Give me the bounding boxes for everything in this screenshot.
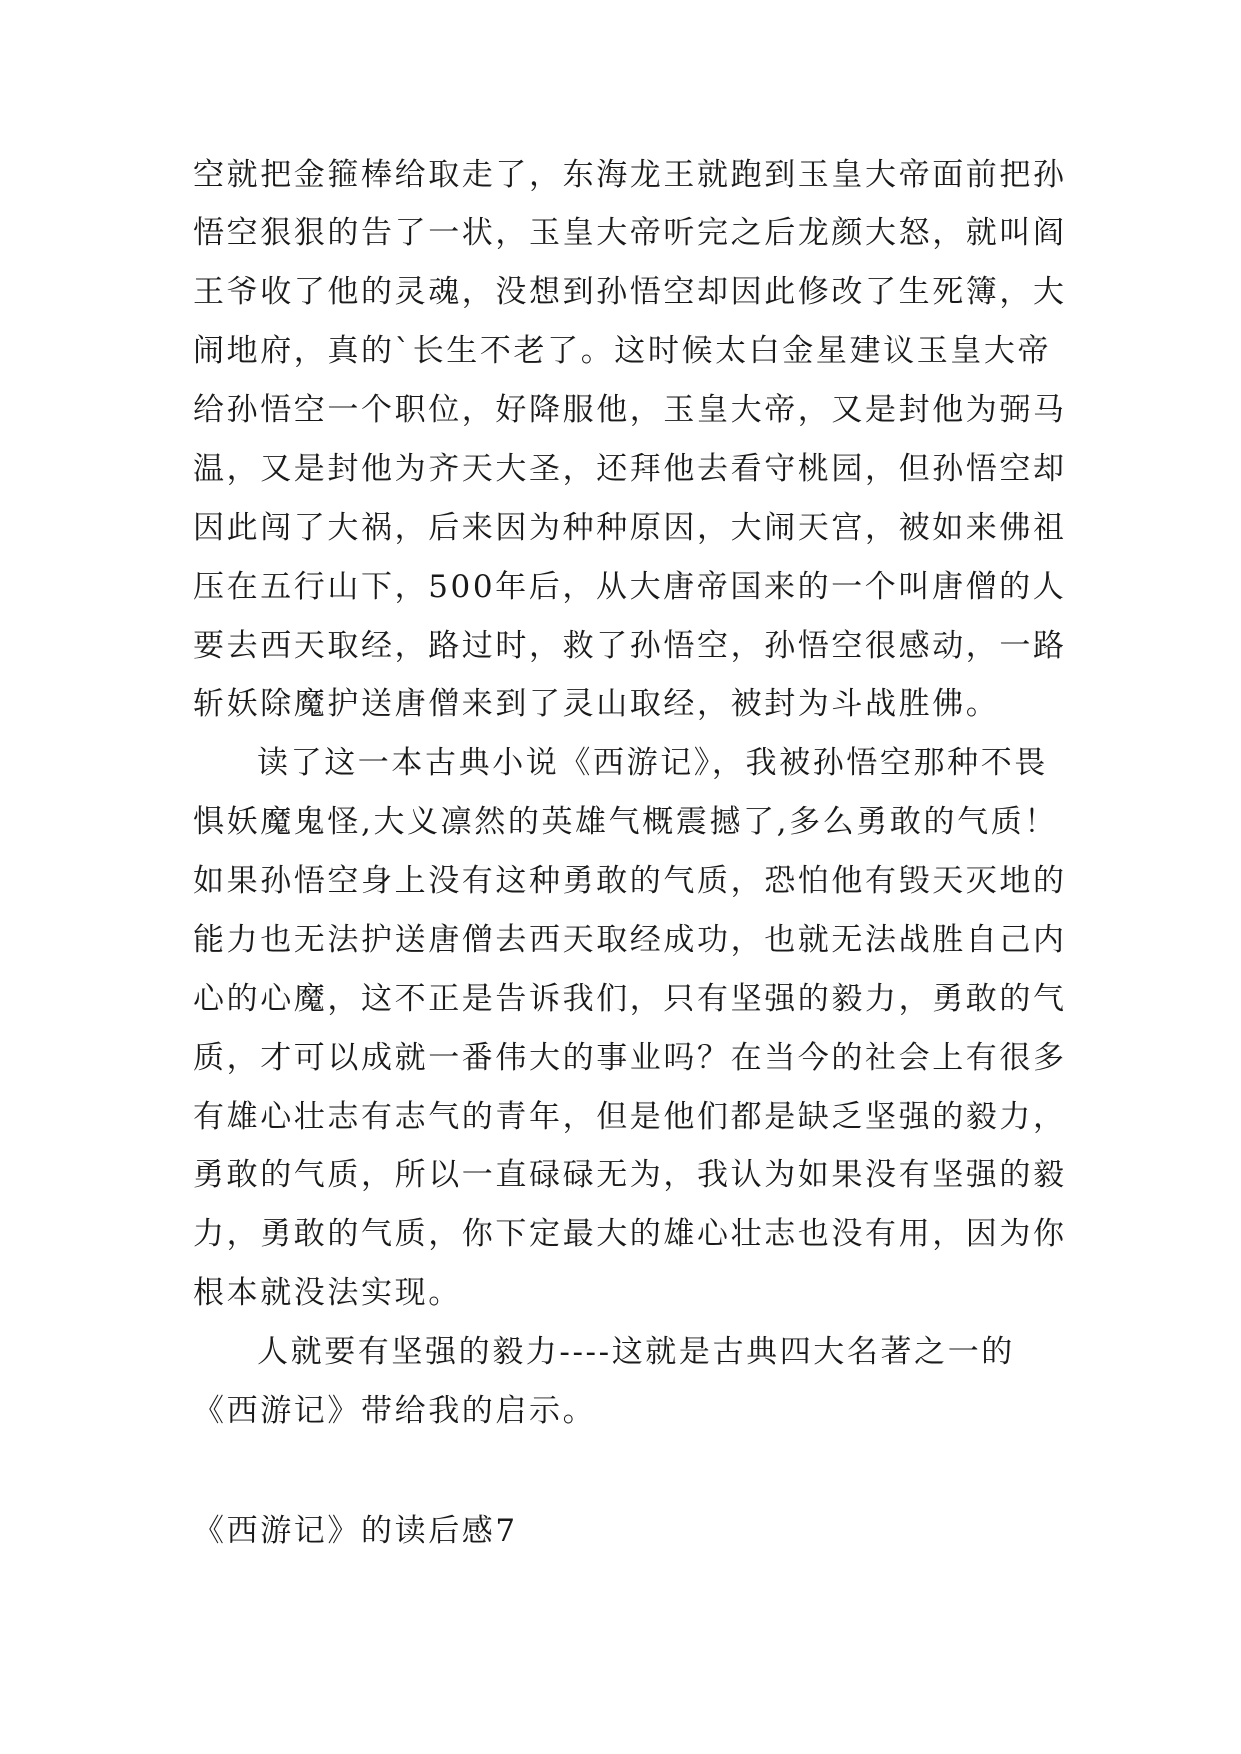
paragraph-line: 空就把金箍棒给取走了，东海龙王就跑到玉皇大帝面前把孙: [193, 157, 1067, 193]
paragraph-line: 《西游记》带给我的启示。: [193, 1393, 597, 1429]
paragraph-line: 如果孙悟空身上没有这种勇敢的气质，恐怕他有毁天灭地的: [193, 863, 1067, 899]
paragraph-line: 王爷收了他的灵魂，没想到孙悟空却因此修改了生死簿，大: [193, 274, 1067, 310]
paragraph-line: 勇敢的气质，所以一直碌碌无为，我认为如果没有坚强的毅: [193, 1157, 1067, 1193]
paragraph-line: 因此闯了大祸，后来因为种种原因，大闹天宫，被如来佛祖: [193, 510, 1067, 546]
section-heading: 《西游记》的读后感7: [193, 1513, 518, 1549]
paragraph-line: 能力也无法护送唐僧去西天取经成功，也就无法战胜自己内: [193, 922, 1067, 958]
paragraph-line: 质，才可以成就一番伟大的事业吗？在当今的社会上有很多: [193, 1040, 1067, 1076]
paragraph-line: 力，勇敢的气质，你下定最大的雄心壮志也没有用，因为你: [193, 1216, 1067, 1252]
paragraph-line: 惧妖魔鬼怪,大义凛然的英雄气概震撼了,多么勇敢的气质！: [193, 804, 1058, 840]
paragraph-line: 温，又是封他为齐天大圣，还拜他去看守桃园，但孙悟空却: [193, 451, 1067, 487]
paragraph-line: 有雄心壮志有志气的青年，但是他们都是缺乏坚强的毅力，: [193, 1099, 1067, 1135]
paragraph-line: 读了这一本古典小说《西游记》，我被孙悟空那种不畏: [257, 745, 1048, 781]
paragraph-line: 斩妖除魔护送唐僧来到了灵山取经，被封为斗战胜佛。: [193, 686, 1000, 722]
paragraph-line: 根本就没法实现。: [193, 1275, 462, 1311]
paragraph-line: 心的心魔，这不正是告诉我们，只有坚强的毅力，勇敢的气: [193, 981, 1067, 1017]
paragraph-line: 给孙悟空一个职位，好降服他，玉皇大帝，又是封他为弼马: [193, 392, 1067, 428]
paragraph-line: 人就要有坚强的毅力----这就是古典四大名著之一的: [257, 1334, 1015, 1370]
paragraph-line: 悟空狠狠的告了一状，玉皇大帝听完之后龙颜大怒，就叫阎: [193, 215, 1067, 251]
paragraph-line: 压在五行山下，500年后，从大唐帝国来的一个叫唐僧的人: [193, 569, 1067, 605]
paragraph-line: 闹地府，真的`长生不老了。这时候太白金星建议玉皇大帝: [193, 333, 1052, 369]
paragraph-line: 要去西天取经，路过时，救了孙悟空，孙悟空很感动，一路: [193, 628, 1067, 664]
